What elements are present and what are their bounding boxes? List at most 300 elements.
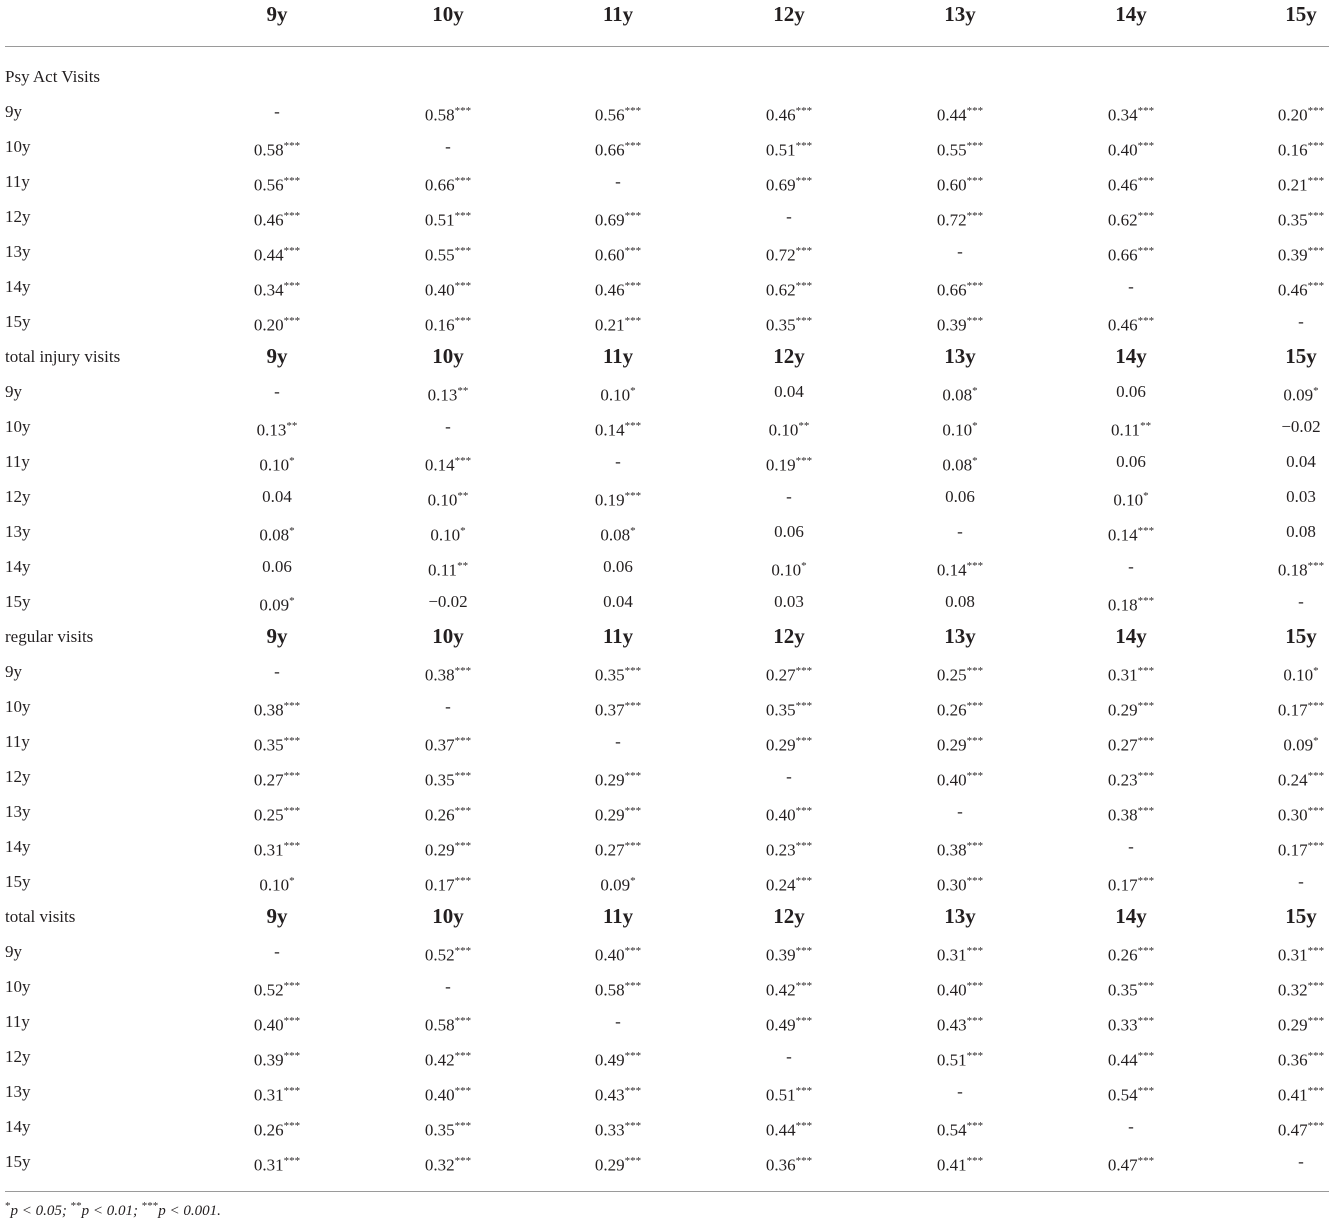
table-row	[0, 1004, 1334, 1039]
significance-stars: ***	[795, 1155, 813, 1167]
table-cell: 0.60***	[936, 175, 984, 195]
table-cell: 0.72***	[936, 210, 984, 230]
table-cell: 0.35***	[1107, 980, 1155, 1000]
significance-stars: *	[289, 525, 295, 537]
table-cell: 0.04	[1286, 452, 1316, 471]
table-cell: 0.08	[1286, 522, 1316, 541]
table-row	[0, 374, 1334, 409]
table-cell: 0.23***	[765, 840, 813, 860]
table-cell: 0.09*	[259, 595, 295, 615]
table-cell: 0.40***	[253, 1015, 301, 1035]
row-label: 10y	[5, 697, 31, 716]
significance-stars: ***	[1307, 140, 1325, 152]
significance-stars: ***	[454, 280, 472, 292]
table-cell: 0.35***	[1277, 210, 1325, 230]
table-cell: 0.34***	[253, 280, 301, 300]
table-cell: 0.43***	[936, 1015, 984, 1035]
column-header: 12y	[773, 904, 805, 928]
table-row	[0, 1144, 1334, 1179]
table-cell: 0.56***	[253, 175, 301, 195]
section-title: Psy Act Visits	[5, 67, 101, 86]
table-cell: 0.14***	[1107, 525, 1155, 545]
table-cell: 0.20***	[253, 315, 301, 335]
table-cell: 0.06	[774, 522, 804, 541]
table-cell: 0.38***	[1107, 805, 1155, 825]
row-label: 13y	[5, 1082, 31, 1101]
table-cell: 0.44***	[1107, 1050, 1155, 1070]
table-cell: 0.06	[1116, 452, 1146, 471]
table-cell: 0.29***	[594, 1155, 642, 1175]
section-title: regular visits	[5, 627, 94, 646]
table-cell: 0.29***	[1277, 1015, 1325, 1035]
table-cell: 0.10**	[427, 490, 469, 510]
column-header: 12y	[773, 2, 805, 26]
table-cell: 0.62***	[765, 280, 813, 300]
table-cell: -	[274, 382, 280, 401]
table-row	[0, 1039, 1334, 1074]
table-cell: 0.51***	[424, 210, 472, 230]
row-label: 9y	[5, 942, 22, 961]
significance-stars: ***	[454, 105, 472, 117]
row-label: 9y	[5, 102, 22, 121]
significance-stars: ***	[1137, 980, 1155, 992]
table-cell: 0.46***	[253, 210, 301, 230]
table-cell: 0.18***	[1277, 560, 1325, 580]
significance-stars: ***	[1307, 840, 1325, 852]
table-cell: 0.26***	[253, 1120, 301, 1140]
row-label: 12y	[5, 1047, 31, 1066]
table-cell: 0.11**	[427, 560, 469, 580]
significance-stars: ***	[454, 770, 472, 782]
table-cell: 0.27***	[765, 665, 813, 685]
table-cell: -	[615, 172, 621, 191]
significance-stars: *	[289, 455, 295, 467]
table-cell: 0.56***	[594, 105, 642, 125]
table-cell: 0.16***	[1277, 140, 1325, 160]
significance-stars: ***	[1137, 735, 1155, 747]
table-cell: 0.40***	[936, 980, 984, 1000]
significance-stars: *	[1313, 735, 1319, 747]
significance-stars: ***	[454, 1015, 472, 1027]
significance-stars: ***	[966, 1015, 984, 1027]
significance-stars: ***	[795, 980, 813, 992]
table-cell: 0.10**	[768, 420, 810, 440]
table-cell: -	[1128, 277, 1134, 296]
table-row	[0, 969, 1334, 1004]
table-cell: -	[274, 102, 280, 121]
significance-stars: ***	[966, 560, 984, 572]
table-cell: -	[957, 802, 963, 821]
significance-stars: ***	[1307, 1015, 1325, 1027]
column-header: 10y	[432, 344, 464, 368]
significance-stars: *	[630, 385, 636, 397]
significance-stars: ***	[283, 1050, 301, 1062]
table-row	[0, 409, 1334, 444]
significance-stars: ***	[1307, 700, 1325, 712]
column-header: 13y	[944, 2, 976, 26]
significance-stars: *	[1143, 490, 1149, 502]
significance-stars: *	[630, 875, 636, 887]
table-cell: 0.27***	[1107, 735, 1155, 755]
row-label: 13y	[5, 242, 31, 261]
column-header: 11y	[602, 2, 634, 26]
row-label: 14y	[5, 1117, 31, 1136]
table-row	[0, 444, 1334, 479]
table-cell: -	[615, 1012, 621, 1031]
table-cell: 0.14***	[594, 420, 642, 440]
table-cell: 0.24***	[765, 875, 813, 895]
table-row	[0, 689, 1334, 724]
table-cell: 0.54***	[1107, 1085, 1155, 1105]
significance-stars: ***	[624, 980, 642, 992]
table-cell: 0.29***	[594, 805, 642, 825]
column-header: 11y	[602, 624, 634, 648]
table-cell: -	[274, 942, 280, 961]
column-header: 12y	[773, 344, 805, 368]
row-label: 13y	[5, 522, 31, 541]
significance-stars: ***	[454, 1155, 472, 1167]
significance-stars: ***	[624, 805, 642, 817]
significance-stars: ***	[624, 420, 642, 432]
table-cell: -	[786, 487, 792, 506]
table-cell: -	[1298, 592, 1304, 611]
table-cell: 0.19***	[765, 455, 813, 475]
table-cell: 0.39***	[936, 315, 984, 335]
table-cell: 0.55***	[936, 140, 984, 160]
table-cell: 0.42***	[424, 1050, 472, 1070]
table-cell: 0.23***	[1107, 770, 1155, 790]
significance-stars: ***	[283, 1120, 301, 1132]
significance-stars: ***	[795, 805, 813, 817]
table-cell: 0.40***	[1107, 140, 1155, 160]
column-header: 9y	[266, 2, 288, 26]
significance-stars: ***	[966, 735, 984, 747]
table-cell: 0.06	[603, 557, 633, 576]
section-title: total injury visits	[5, 347, 121, 366]
significance-stars: ***	[624, 210, 642, 222]
significance-stars: ***	[454, 735, 472, 747]
row-label: 15y	[5, 312, 31, 331]
significance-stars: ***	[624, 700, 642, 712]
table-cell: 0.39***	[253, 1050, 301, 1070]
table-cell: 0.26***	[1107, 945, 1155, 965]
table-cell: 0.62***	[1107, 210, 1155, 230]
significance-stars: ***	[283, 1085, 301, 1097]
significance-stars: *	[1313, 665, 1319, 677]
table-cell: 0.31***	[253, 1085, 301, 1105]
table-cell: 0.08	[945, 592, 975, 611]
significance-stars: ***	[1137, 210, 1155, 222]
table-cell: 0.29***	[936, 735, 984, 755]
table-cell: −0.02	[1281, 417, 1321, 436]
table-cell: -	[1128, 837, 1134, 856]
significance-stars: ***	[624, 665, 642, 677]
significance-stars: ***	[795, 455, 813, 467]
table-cell: 0.14***	[936, 560, 984, 580]
significance-stars: *	[801, 560, 807, 572]
table-cell: 0.16***	[424, 315, 472, 335]
significance-stars: ***	[454, 210, 472, 222]
significance-stars: **	[286, 420, 298, 432]
table-cell: 0.27***	[253, 770, 301, 790]
significance-stars: ***	[624, 245, 642, 257]
significance-stars: ***	[795, 1085, 813, 1097]
table-cell: 0.32***	[1277, 980, 1325, 1000]
table-cell: -	[1298, 872, 1304, 891]
table-cell: 0.58***	[253, 140, 301, 160]
table-cell: 0.44***	[253, 245, 301, 265]
significance-stars: *	[630, 525, 636, 537]
table-cell: 0.40***	[594, 945, 642, 965]
significance-stars: ***	[795, 700, 813, 712]
table-cell: 0.29***	[765, 735, 813, 755]
significance-stars: ***	[966, 665, 984, 677]
footnote-marker: **	[70, 1200, 82, 1212]
table-cell: -	[445, 697, 451, 716]
table-cell: 0.10*	[259, 455, 295, 475]
significance-stars: ***	[283, 1155, 301, 1167]
column-header: 13y	[944, 624, 976, 648]
significance-stars: ***	[283, 245, 301, 257]
table-cell: 0.49***	[594, 1050, 642, 1070]
table-cell: -	[445, 417, 451, 436]
table-cell: 0.54***	[936, 1120, 984, 1140]
significance-stars: ***	[966, 700, 984, 712]
table-cell: 0.25***	[253, 805, 301, 825]
significance-stars: ***	[1137, 1015, 1155, 1027]
table-cell: 0.46***	[1277, 280, 1325, 300]
row-label: 14y	[5, 557, 31, 576]
table-cell: -	[445, 977, 451, 996]
table-cell: 0.38***	[936, 840, 984, 860]
significance-stars: ***	[1137, 140, 1155, 152]
top-rule	[5, 46, 1329, 47]
table-cell: 0.55***	[424, 245, 472, 265]
section-title-row	[0, 59, 1334, 94]
row-label: 10y	[5, 137, 31, 156]
table-cell: 0.46***	[765, 105, 813, 125]
table-cell: 0.33***	[1107, 1015, 1155, 1035]
table-cell: -	[615, 732, 621, 751]
significance-stars: ***	[966, 280, 984, 292]
significance-stars: ***	[454, 455, 472, 467]
significance-stars: *	[972, 420, 978, 432]
table-cell: 0.10*	[1283, 665, 1319, 685]
row-label: 9y	[5, 662, 22, 681]
table-cell: 0.26***	[936, 700, 984, 720]
significance-stars: ***	[1137, 105, 1155, 117]
significance-stars: ***	[454, 245, 472, 257]
column-header: 14y	[1115, 624, 1147, 648]
table-row	[0, 584, 1334, 619]
significance-stars: ***	[283, 805, 301, 817]
section-title-row	[0, 619, 1334, 654]
table-row	[0, 199, 1334, 234]
significance-stars: ***	[1137, 665, 1155, 677]
table-cell: 0.17***	[1107, 875, 1155, 895]
row-label: 10y	[5, 977, 31, 996]
significance-stars: ***	[1307, 245, 1325, 257]
table-cell: 0.18***	[1107, 595, 1155, 615]
table-cell: 0.21***	[594, 315, 642, 335]
table-cell: 0.66***	[936, 280, 984, 300]
table-cell: 0.09*	[600, 875, 636, 895]
significance-stars: ***	[795, 245, 813, 257]
table-cell: 0.40***	[765, 805, 813, 825]
significance-stars: ***	[454, 665, 472, 677]
significance-stars: ***	[966, 1120, 984, 1132]
column-header: 15y	[1285, 2, 1317, 26]
table-cell: 0.03	[1286, 487, 1316, 506]
footnote-marker: *	[5, 1200, 11, 1212]
row-label: 14y	[5, 277, 31, 296]
column-header: 10y	[432, 624, 464, 648]
row-label: 12y	[5, 487, 31, 506]
significance-stars: ***	[454, 945, 472, 957]
table-cell: 0.36***	[765, 1155, 813, 1175]
table-cell: 0.31***	[1277, 945, 1325, 965]
significance-stars: ***	[624, 280, 642, 292]
row-label: 15y	[5, 1152, 31, 1171]
table-cell: -	[957, 1082, 963, 1101]
significance-stars: ***	[1307, 945, 1325, 957]
table-cell: 0.35***	[765, 700, 813, 720]
table-cell: 0.44***	[765, 1120, 813, 1140]
table-cell: 0.46***	[1107, 175, 1155, 195]
significance-stars: ***	[1307, 105, 1325, 117]
significance-stars: ***	[1137, 770, 1155, 782]
significance-stars: *	[460, 525, 466, 537]
table-cell: 0.26***	[424, 805, 472, 825]
table-cell: 0.41***	[1277, 1085, 1325, 1105]
table-row	[0, 549, 1334, 584]
table-cell: 0.41***	[936, 1155, 984, 1175]
significance-stars: ***	[624, 140, 642, 152]
significance-stars: ***	[795, 840, 813, 852]
significance-stars: ***	[795, 1015, 813, 1027]
table-cell: -	[786, 1047, 792, 1066]
table-row	[0, 1074, 1334, 1109]
table-cell: 0.06	[262, 557, 292, 576]
significance-stars: ***	[1307, 210, 1325, 222]
significance-stars: ***	[795, 315, 813, 327]
significance-stars: ***	[454, 315, 472, 327]
significance-stars: ***	[1137, 595, 1155, 607]
significance-stars: ***	[795, 665, 813, 677]
significance-stars: ***	[624, 770, 642, 782]
significance-stars: ***	[795, 945, 813, 957]
table-cell: 0.35***	[765, 315, 813, 335]
table-row	[0, 234, 1334, 269]
table-cell: 0.40***	[936, 770, 984, 790]
table-cell: 0.51***	[765, 140, 813, 160]
significance-stars: ***	[283, 280, 301, 292]
table-cell: −0.02	[428, 592, 468, 611]
table-cell: 0.10*	[430, 525, 466, 545]
table-row	[0, 829, 1334, 864]
significance-stars: ***	[966, 1155, 984, 1167]
table-cell: 0.31***	[1107, 665, 1155, 685]
significance-stars: ***	[624, 1050, 642, 1062]
table-cell: -	[786, 207, 792, 226]
significance-stars: **	[457, 560, 469, 572]
column-header: 15y	[1285, 344, 1317, 368]
table-cell: 0.20***	[1277, 105, 1325, 125]
significance-stars: ***	[966, 210, 984, 222]
column-header: 14y	[1115, 2, 1147, 26]
significance-stars: **	[457, 385, 469, 397]
significance-stars: ***	[454, 875, 472, 887]
significance-stars: ***	[283, 770, 301, 782]
table-cell: 0.30***	[936, 875, 984, 895]
row-label: 11y	[5, 732, 30, 751]
significance-stars: ***	[454, 1085, 472, 1097]
table-cell: 0.38***	[253, 700, 301, 720]
table-cell: 0.10*	[600, 385, 636, 405]
significance-stars: ***	[1307, 175, 1325, 187]
table-cell: -	[1298, 312, 1304, 331]
significance-stars: ***	[624, 315, 642, 327]
row-label: 13y	[5, 802, 31, 821]
significance-stars: ***	[454, 840, 472, 852]
significance-stars: ***	[966, 840, 984, 852]
column-header: 13y	[944, 344, 976, 368]
table-cell: 0.35***	[424, 1120, 472, 1140]
table-cell: 0.19***	[594, 490, 642, 510]
table-cell: 0.10*	[1113, 490, 1149, 510]
column-header: 9y	[266, 904, 288, 928]
row-label: 14y	[5, 837, 31, 856]
table-cell: 0.04	[774, 382, 804, 401]
table-cell: 0.14***	[424, 455, 472, 475]
column-header: 14y	[1115, 904, 1147, 928]
table-cell: -	[1128, 557, 1134, 576]
significance-stars: ***	[624, 1085, 642, 1097]
table-cell: 0.66***	[424, 175, 472, 195]
significance-stars: ***	[454, 1120, 472, 1132]
table-cell: 0.06	[945, 487, 975, 506]
significance-stars: ***	[1137, 805, 1155, 817]
significance-stars: ***	[966, 945, 984, 957]
significance-stars: ***	[1137, 700, 1155, 712]
table-cell: 0.08*	[600, 525, 636, 545]
table-cell: 0.69***	[765, 175, 813, 195]
significance-stars: *	[289, 875, 295, 887]
significance-stars: ***	[966, 140, 984, 152]
column-header: 10y	[432, 904, 464, 928]
significance-stars: ***	[1137, 945, 1155, 957]
significance-stars: *	[1313, 385, 1319, 397]
table-cell: 0.36***	[1277, 1050, 1325, 1070]
significance-stars: **	[1140, 420, 1152, 432]
table-cell: 0.42***	[765, 980, 813, 1000]
row-label: 12y	[5, 767, 31, 786]
significance-stars: ***	[1307, 1085, 1325, 1097]
table-cell: 0.35***	[424, 770, 472, 790]
significance-stars: ***	[966, 875, 984, 887]
significance-stars: ***	[624, 105, 642, 117]
significance-stars: ***	[283, 175, 301, 187]
table-cell: 0.58***	[424, 1015, 472, 1035]
table-cell: 0.52***	[424, 945, 472, 965]
significance-stars: ***	[1137, 1050, 1155, 1062]
table-cell: 0.09*	[1283, 735, 1319, 755]
table-cell: 0.35***	[253, 735, 301, 755]
table-cell: 0.37***	[424, 735, 472, 755]
table-cell: 0.10*	[942, 420, 978, 440]
table-cell: 0.31***	[253, 1155, 301, 1175]
bottom-rule	[5, 1191, 1329, 1192]
